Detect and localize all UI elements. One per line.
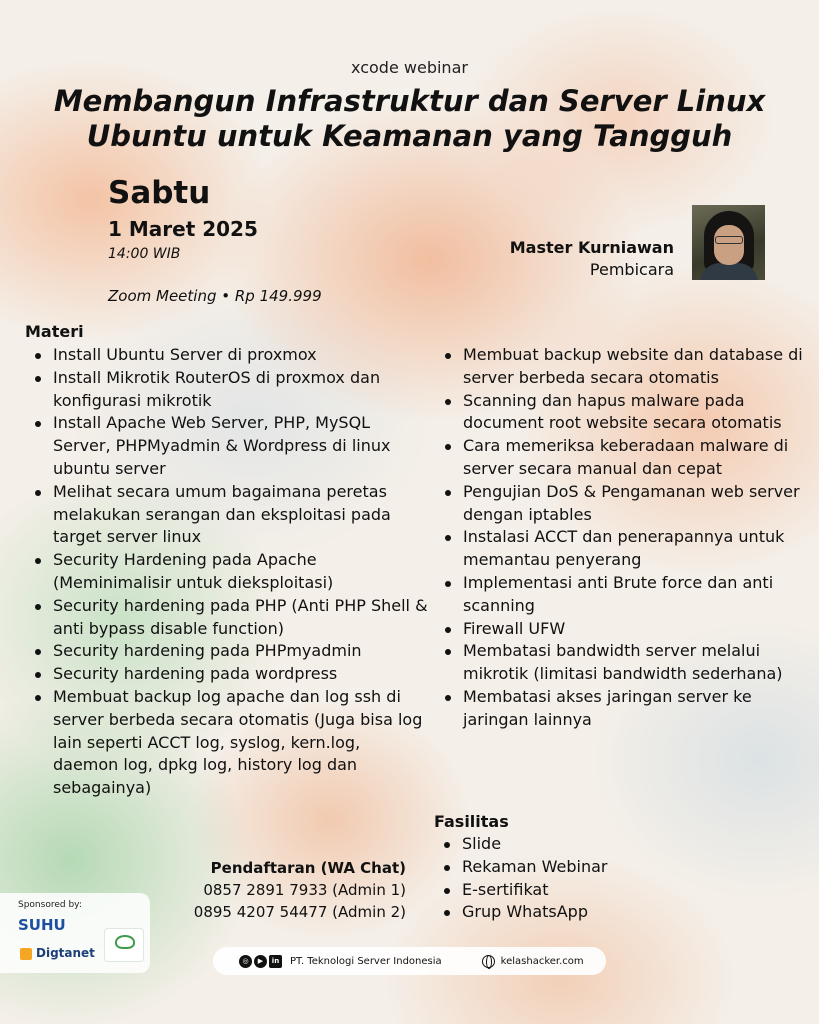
list-item: Security Hardening pada Apache (Meminimalisir untuk dieksploitasi)	[25, 549, 430, 595]
speaker-photo	[692, 205, 765, 280]
list-item: Cara memeriksa keberadaan malware di server secara manual dan cepat	[435, 435, 805, 481]
suhu-logo: SUHU	[18, 916, 66, 934]
registration-heading: Pendaftaran (WA Chat)	[210, 859, 406, 877]
list-item: Membuat backup log apache dan log ssh di server berbeda secara otomatis (Juga bisa log lain seperti ACCT log, syslog, kern.log, daemon log, dpkg log, history log dan sebagainya)	[25, 686, 430, 800]
speaker-role: Pembicara	[589, 260, 674, 279]
materi-heading: Materi	[25, 322, 84, 341]
speaker-name: Master Kurniawan	[509, 238, 674, 257]
leaf-icon	[115, 935, 135, 949]
list-item: Membatasi akses jaringan server ke jaringan lainnya	[435, 686, 805, 732]
materi-list-left	[25, 344, 430, 800]
footer-website-link[interactable]: kelashacker.com	[500, 955, 584, 967]
list-item: Membatasi bandwidth server melalui mikrotik (limitasi bandwidth sederhana)	[435, 640, 805, 686]
digtanet-logo: Digtanet	[36, 946, 95, 960]
materi-list-right	[435, 344, 805, 732]
webinar-subtitle: xcode webinar	[351, 58, 468, 77]
title-line-1: Membangun Infrastruktur dan Server Linux	[53, 84, 766, 118]
globe-icon	[482, 955, 495, 968]
list-item: Firewall UFW	[435, 618, 805, 641]
list-item: Instalasi ACCT dan penerapannya untuk memantau penyerang	[435, 526, 805, 572]
footer-bar	[213, 947, 606, 975]
list-item: Scanning dan hapus malware pada document root website secara otomatis	[435, 390, 805, 436]
list-item: Rekaman Webinar	[434, 856, 684, 879]
title-line-2: Ubuntu untuk Keamanan yang Tangguh	[86, 119, 733, 153]
instagram-icon[interactable]: ◎	[239, 955, 252, 968]
event-time: 14:00 WIB	[108, 246, 181, 262]
list-item: Membuat backup website dan database di server berbeda secara otomatis	[435, 344, 805, 390]
list-item: Security hardening pada PHPmyadmin	[25, 640, 430, 663]
list-item: Install Apache Web Server, PHP, MySQL Server, PHPMyadmin & Wordpress di linux ubuntu server	[25, 412, 430, 480]
youtube-icon[interactable]: ▶	[254, 955, 267, 968]
list-item: Grup WhatsApp	[434, 901, 684, 924]
list-item: Melihat secara umum bagaimana peretas melakukan serangan dan eksploitasi pada target server linux	[25, 481, 430, 549]
footer-company: PT. Teknologi Server Indonesia	[290, 955, 442, 967]
event-day: Sabtu	[108, 175, 211, 211]
registration-phone-2[interactable]: 0895 4207 54477 (Admin 2)	[193, 903, 406, 921]
linkedin-icon[interactable]: in	[269, 955, 282, 968]
list-item: Security hardening pada PHP (Anti PHP Shell & anti bypass disable function)	[25, 595, 430, 641]
digtanet-mark-icon	[20, 948, 32, 960]
list-item: Security hardening pada wordpress	[25, 663, 430, 686]
fasilitas-heading: Fasilitas	[434, 812, 509, 831]
registration-phone-1[interactable]: 0857 2891 7933 (Admin 1)	[203, 881, 406, 899]
event-venue-price: Zoom Meeting • Rp 149.999	[108, 287, 322, 305]
event-date: 1 Maret 2025	[108, 217, 258, 241]
page-title	[20, 84, 799, 154]
sponsor-label: Sponsored by:	[18, 900, 82, 910]
fasilitas-list	[434, 833, 684, 924]
list-item: Install Ubuntu Server di proxmox	[25, 344, 430, 367]
list-item: Pengujian DoS & Pengamanan web server dengan iptables	[435, 481, 805, 527]
list-item: Implementasi anti Brute force dan anti scanning	[435, 572, 805, 618]
list-item: Slide	[434, 833, 684, 856]
list-item: Install Mikrotik RouterOS di proxmox dan konfigurasi mikrotik	[25, 367, 430, 413]
list-item: E-sertifikat	[434, 879, 684, 902]
sponsor-3-logo	[104, 928, 144, 962]
